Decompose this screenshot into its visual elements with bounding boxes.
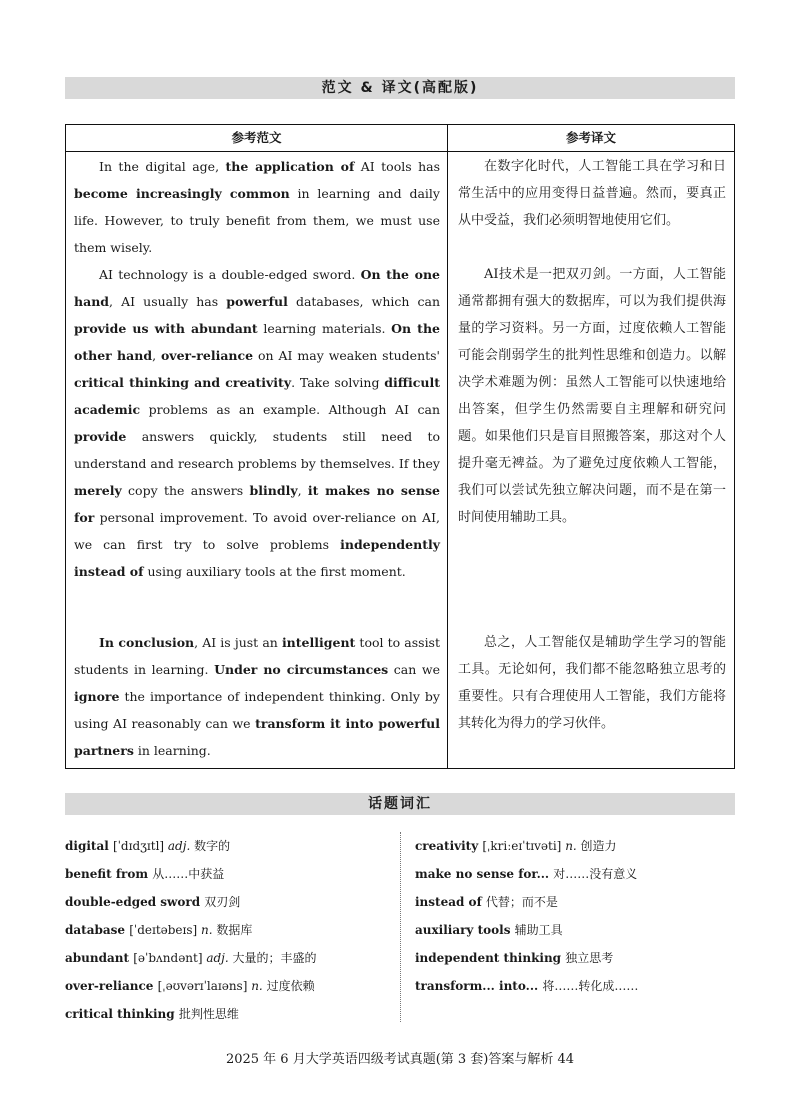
section-title: 范文 & 译文(高配版) [321, 80, 479, 96]
page-footer: 2025 年 6 月大学英语四级考试真题(第 3 套)答案与解析 44 [225, 1052, 575, 1067]
english-paragraph [74, 629, 440, 764]
vocab-item [65, 916, 395, 944]
text-run: . Take solving [291, 375, 385, 390]
vocab-title: 话题词汇 [368, 796, 432, 812]
vocab-term: independent thinking [415, 951, 566, 965]
vocab-item [65, 888, 395, 916]
vocab-term: transform... into... [415, 979, 543, 993]
vocab-term: digital [65, 839, 113, 853]
vocab-term: over-reliance [65, 979, 158, 993]
chinese-paragraph: AI技术是一把双刃剑。一方面，人工智能通常都拥有强大的数据库，可以为我们提供海量的学习资料。另一方面，过度依赖人工智能可能会削弱学生的批判性思维和创造力。以解决学术难题为例：虽然人工智能可以快速地给出答案，但学生仍然需要自主理解和研究问题。如果他们只是盲目照搬答案，那这对个人提升毫无裨益。为了避免过度依赖人工智能，我们可以尝试先独立解决问题，而不是在第一时间使用辅助工具。 [458, 267, 726, 525]
vocab-pos: n. [251, 979, 267, 993]
vocab-item [65, 944, 395, 972]
key-phrase: On the one hand [74, 267, 440, 309]
vocab-item [415, 888, 745, 916]
vocab-definition: 辅助工具 [514, 923, 563, 937]
vocab-definition: 大量的；丰盛的 [232, 951, 317, 965]
vocab-definition: 双刃剑 [204, 895, 241, 909]
vocab-phonetic: [ˌkriːeɪˈtɪvəti] [482, 839, 566, 853]
key-phrase: difficult academic [74, 375, 440, 417]
vocab-pos: adj. [167, 839, 195, 853]
text-run: In the digital age, [99, 159, 226, 174]
text-run: problems as an example. Although AI can [140, 402, 440, 417]
key-phrase: transform it into powerful partners [74, 716, 441, 758]
text-run: using auxiliary tools at the first moment. [143, 564, 406, 579]
text-run: on AI may weaken students' [253, 348, 440, 363]
vocab-phonetic: [ˈdeɪtəbeɪs] [129, 923, 202, 937]
text-run: the importance of independent thinking. Only by using AI reasonably can we [74, 689, 440, 731]
vocab-pos: n. [565, 839, 581, 853]
vocab-phonetic: [ˈdɪdʒɪtl] [112, 839, 168, 853]
vocab-list-right [415, 832, 745, 1000]
english-paragraph [74, 153, 440, 261]
vocab-definition: 独立思考 [565, 951, 614, 965]
vocab-list-left [65, 832, 395, 1028]
key-phrase: it makes no sense for [74, 483, 440, 525]
key-phrase: independently instead of [74, 537, 440, 579]
vocab-definition: 对……没有意义 [553, 867, 638, 881]
text-run: , [297, 483, 308, 498]
key-phrase: blindly [249, 483, 298, 498]
vocab-term: database [65, 923, 130, 937]
text-run: , [152, 348, 161, 363]
vocab-item [415, 944, 745, 972]
text-run: can we [388, 662, 440, 677]
text-run: databases, which can [287, 294, 441, 309]
text-run: answers quickly, students still need to understand and research problems by themselves. If they [74, 429, 440, 471]
vocab-item [415, 972, 745, 1000]
vocab-definition: 从……中获益 [152, 867, 225, 881]
vocab-item [65, 972, 395, 1000]
header-translation: 参考译文 [565, 130, 616, 145]
vocab-item [415, 860, 745, 888]
text-run: , AI is just an [194, 635, 282, 650]
vocab-definition: 数据库 [216, 923, 253, 937]
vocab-definition: 过度依赖 [266, 979, 315, 993]
table-header-row [66, 125, 734, 152]
key-phrase: powerful [226, 294, 288, 309]
chinese-paragraph: 总之，人工智能仅是辅助学生学习的智能工具。无论如何，我们都不能忽略独立思考的重要性。只有合理使用人工智能，我们方能将其转化为得力的学习伙伴。 [458, 635, 726, 731]
vocab-item [65, 860, 395, 888]
vocab-term: benefit from [65, 867, 153, 881]
vocab-pos: n. [201, 923, 217, 937]
key-phrase: provide [74, 429, 127, 444]
vocab-phonetic: [ˌəʊvərɪˈlaɪəns] [157, 979, 252, 993]
vocab-item [65, 832, 395, 860]
vocab-term: auxiliary tools [415, 923, 515, 937]
key-phrase: intelligent [281, 635, 356, 650]
key-phrase: critical thinking and creativity [74, 375, 292, 390]
header-sample-essay: 参考范文 [231, 130, 282, 145]
key-phrase: ignore [74, 689, 120, 704]
text-run: , AI usually has [109, 294, 227, 309]
text-run: AI tools has [354, 159, 440, 174]
text-run: copy the answers [121, 483, 250, 498]
chinese-paragraph: 在数字化时代，人工智能工具在学习和日常生活中的应用变得日益普遍。然而，要真正从中受益，我们必须明智地使用它们。 [458, 159, 726, 228]
text-run: learning materials. [257, 321, 392, 336]
text-run: AI technology is a double-edged sword. [99, 267, 361, 282]
vocab-term: abundant [65, 951, 134, 965]
vocab-term: make no sense for... [415, 867, 554, 881]
vocab-item [415, 832, 745, 860]
key-phrase: merely [74, 483, 122, 498]
vocab-item [65, 1000, 395, 1028]
section-title-bar [65, 77, 735, 99]
vocab-definition: 创造力 [580, 839, 617, 853]
vocab-pos: adj. [206, 951, 233, 965]
vocab-item [415, 916, 745, 944]
vocab-term: instead of [415, 895, 486, 909]
vocab-definition: 批判性思维 [178, 1007, 239, 1021]
vocab-title-bar [65, 793, 735, 815]
vocab-term: critical thinking [65, 1007, 179, 1021]
key-phrase: On the other hand [74, 321, 440, 363]
key-phrase: provide us with abundant [74, 321, 258, 336]
key-phrase: In conclusion [99, 635, 195, 650]
key-phrase: over-reliance [160, 348, 254, 363]
vocab-definition: 数字的 [194, 839, 231, 853]
key-phrase: the application of [225, 159, 355, 174]
text-run: personal improvement. To avoid over-reliance on AI, we can first try to solve problems [74, 510, 440, 552]
vocab-phonetic: [əˈbʌndənt] [133, 951, 207, 965]
text-run: in learning. [133, 743, 211, 758]
key-phrase: Under no circumstances [214, 662, 389, 677]
english-paragraph [74, 261, 440, 585]
text-run: tool to assist students in learning. [74, 635, 440, 677]
vocab-term: creativity [415, 839, 483, 853]
vocab-definition: 代替；而不是 [485, 895, 558, 909]
vocab-term: double-edged sword [65, 895, 205, 909]
text-run: in learning and daily life. However, to truly benefit from them, we must use them wisely. [74, 186, 440, 255]
column-divider [447, 125, 448, 768]
essay-table [65, 124, 735, 769]
vocab-definition: 将……转化成…… [542, 979, 639, 993]
vocab-divider [400, 832, 401, 1022]
key-phrase: become increasingly common [74, 186, 290, 201]
